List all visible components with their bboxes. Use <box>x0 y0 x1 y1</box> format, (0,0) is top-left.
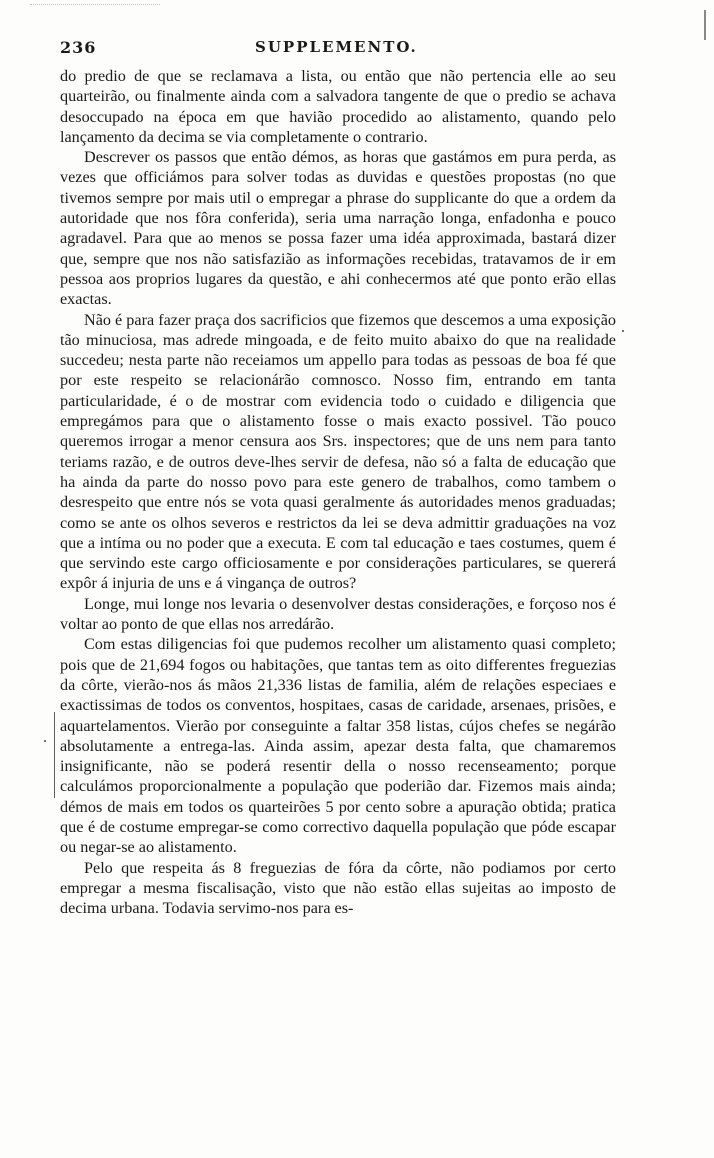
running-title: SUPPLEMENTO. <box>255 38 418 56</box>
scan-noise <box>30 4 160 8</box>
paragraph: Longe, mui longe nos levaria o desenvolver destas considerações, e forçoso nos é voltar ao ponto de que ellas nos arredárão. <box>60 594 616 634</box>
scan-speck <box>622 330 624 332</box>
paragraph: Descrever os passos que então démos, as horas que gastámos em pura perda, as vezes que officiámos para solver todas as duvidas e questões propostas (no que tivemos sempre por mais util o empregar a phrase do supplicante do que a ordem da autoridade que nos fôra conferida), seria uma narração longa, enfadonha e pouco agradavel. Para que ao menos se possa fazer uma idéa approximada, bastará dizer que, sempre que nos não satisfazião as informações recebidas, tratavamos de ir em pessoa aos proprios lugares da questão, e ahi conhecermos até que ponto erão ellas exactas. <box>60 148 616 309</box>
paragraph: Pelo que respeita ás 8 freguezias de fóra da côrte, não podiamos por certo empregar a mesma fiscalisação, visto que não estão ellas sujeitas ao imposto de decima urbana. Todavia servimo-nos para es- <box>60 858 616 918</box>
paragraph: Com estas diligencias foi que pudemos recolher um alistamento quasi completo; pois que de 21,694 fogos ou habitações, que tantas tem as oito differentes freguezias da côrte, vierão-nos ás mãos 21,336 listas de familia, além de relações especiaes e exactissimas de todos os conventos, hospitaes, casas de caridade, arsenaes, prisões, e aquartelamentos. Vierão por conseguinte a faltar 358 listas, cújos chefes se negárão absolutamente a entrega-las. Ainda assim, apezar desta falta, que chamaremos insignificante, não se poderá resentir della o nosso recenseamento; porque calculámos proporcionalmente a população que poderião dar. Fizemos mais ainda; démos de mais em todos os quarteirões 5 por cento sobre a apuração obtida; pratica que é de costume empregar-se como correctivo daquella população que póde escapar ou negar-se ao alistamento. <box>60 635 616 857</box>
margin-mark <box>704 10 706 40</box>
margin-line <box>54 712 55 798</box>
page-number: 236 <box>60 38 97 57</box>
body-text <box>60 66 616 918</box>
scan-speck <box>44 740 46 742</box>
paragraph-continuation: do predio de que se reclamava a lista, ou então que não pertencia elle ao seu quarteirão, ou finalmente ainda com a salvadora tangente de que o predio se achava desoccupado na época em que havião procedido ao alistamento, quando pelo lançamento da decima se via completamente o contrario. <box>60 67 616 146</box>
paragraph: Não é para fazer praça dos sacrificios que fizemos que descemos a uma exposição tão minuciosa, mas adrede mingoada, e de feito muito abaixo do que na realidade succedeu; nesta parte não receiamos um appello para todas as pessoas de boa fé que por este respeito se relacionárão comnosco. Nosso fim, entrando em tanta particularidade, é o de mostrar com evidencia todo o cuidado e diligencia que empregámos para que o alistamento fosse o mais exacto possivel. Tão pouco queremos irrogar a menor censura aos Srs. inspectores; que de uns nem para tanto teriams razão, e de outros deve-lhes servir de defesa, não só a falta de educação que ha ainda da parte do nosso povo para este genero de trabalhos, como tambem o desrespeito que entre nós se vota quasi geralmente ás autoridades menos graduadas; como se ante os olhos severos e restrictos da lei se deva admittir graduações na voz que a intíma ou no poder que a executa. E com tal educação e taes costumes, quem é que servindo este cargo officiosamente e por considerações particulares, se quererá expôr á injuria de uns e á vingança de outros? <box>60 310 616 593</box>
page-header <box>60 38 620 60</box>
